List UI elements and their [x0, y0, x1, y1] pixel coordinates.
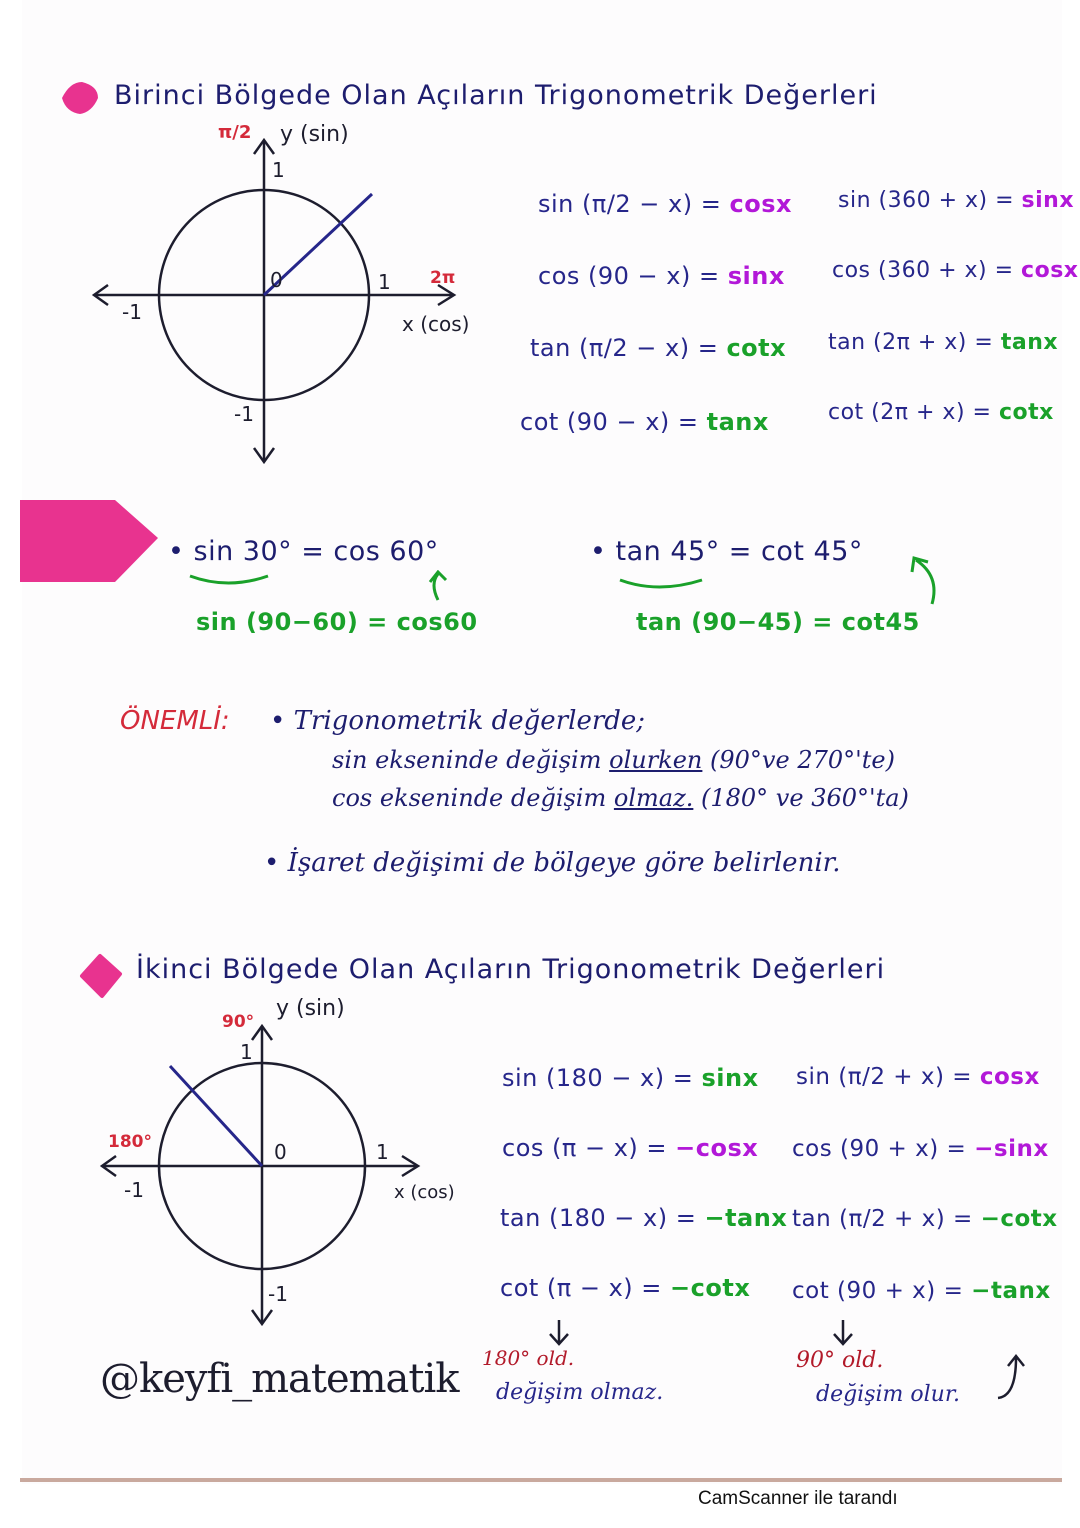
example-1-brace [180, 570, 480, 610]
unit-circle-diagram-1 [86, 128, 506, 473]
s1-right-eq-3: tan (2π + x) = tanx [828, 330, 1059, 355]
x-unit-neg1-2: -1 [124, 1178, 144, 1202]
scanner-footer: CamScanner ile tarandı [698, 1488, 898, 1509]
pink-arrow-marker [20, 500, 160, 584]
pink-diamond-bullet [58, 78, 102, 118]
s2-right-eq-3: tan (π/2 + x) = −cotx [792, 1206, 1058, 1232]
note-right-l2: değişim olur. [816, 1382, 960, 1407]
curved-arrow-up [994, 1352, 1028, 1404]
x-unit-neg1: -1 [122, 300, 142, 324]
s2-left-eq-1: sin (180 − x) = sinx [502, 1064, 759, 1092]
axis-top-90deg: 90° [222, 1012, 255, 1032]
note-left-l2: değişim olmaz. [496, 1380, 664, 1405]
example-2-sub: tan (90−45) = cot45 [636, 608, 920, 636]
example-1-main: • sin 30° = cos 60° [168, 536, 439, 567]
onemli-line3: cos ekseninde değişim olmaz. (180° ve 360°'ta) [332, 784, 909, 812]
s1-left-eq-1: sin (π/2 − x) = cosx [538, 190, 792, 218]
section2-title: İkinci Bölgede Olan Açıların Trigonometrik Değerleri [136, 954, 886, 985]
note-right-l1: 90° old. [796, 1348, 884, 1373]
page-bottom-edge [20, 1478, 1062, 1482]
x-axis-label: x (cos) [402, 312, 470, 336]
axis-right-2pi: 2π [430, 268, 456, 288]
y-unit-1-2: 1 [240, 1040, 253, 1064]
y-axis-label-2: y (sin) [276, 996, 345, 1021]
watermark-handle: @keyfi_matematik [100, 1356, 459, 1402]
s2-left-eq-2: cos (π − x) = −cosx [502, 1134, 759, 1162]
onemli-line1: • Trigonometrik değerlerde; [270, 706, 646, 736]
s2-right-eq-4: cot (90 + x) = −tanx [792, 1278, 1051, 1304]
s2-right-eq-2: cos (90 + x) = −sinx [792, 1136, 1049, 1162]
down-arrow-left [544, 1318, 574, 1348]
down-arrow-right [828, 1318, 858, 1348]
origin-0: 0 [270, 268, 283, 292]
x-unit-1-2: 1 [376, 1140, 389, 1164]
s1-right-eq-2: cos (360 + x) = cosx [832, 258, 1079, 283]
s2-right-eq-1: sin (π/2 + x) = cosx [796, 1064, 1040, 1090]
s2-left-eq-4: cot (π − x) = −cotx [500, 1274, 751, 1302]
s2-left-eq-3: tan (180 − x) = −tanx [500, 1204, 788, 1232]
example-2-brace [610, 556, 950, 616]
x-axis-label-2: x (cos) [394, 1182, 455, 1203]
onemli-line2: sin ekseninde değişim olurken (90°ve 270°'te) [332, 746, 895, 774]
y-axis-label: y (sin) [280, 122, 349, 147]
y-unit-neg1: -1 [234, 402, 254, 426]
onemli-label: ÖNEMLİ: [120, 706, 230, 736]
s1-right-eq-1: sin (360 + x) = sinx [838, 188, 1075, 213]
s1-left-eq-2: cos (90 − x) = sinx [538, 262, 785, 290]
axis-top-pi-half: π/2 [218, 122, 252, 143]
example-1-sub: sin (90−60) = cos60 [196, 608, 478, 636]
s1-left-eq-3: tan (π/2 − x) = cotx [530, 334, 787, 362]
y-unit-neg1-2: -1 [268, 1282, 288, 1306]
y-unit-1: 1 [272, 158, 285, 182]
onemli-line4: • İşaret değişimi de bölgeye göre belirlenir. [264, 848, 841, 878]
pink-diamond-bullet-2 [78, 952, 124, 1000]
section1-title: Birinci Bölgede Olan Açıların Trigonometrik Değerleri [114, 80, 878, 111]
note-left-l1: 180° old. [482, 1346, 575, 1370]
s1-right-eq-4: cot (2π + x) = cotx [828, 400, 1054, 425]
example-2-main: • tan 45° = cot 45° [590, 536, 863, 567]
s1-left-eq-4: cot (90 − x) = tanx [520, 408, 769, 436]
x-unit-1: 1 [378, 270, 391, 294]
origin-0-2: 0 [274, 1140, 287, 1164]
axis-left-180deg: 180° [108, 1132, 152, 1152]
